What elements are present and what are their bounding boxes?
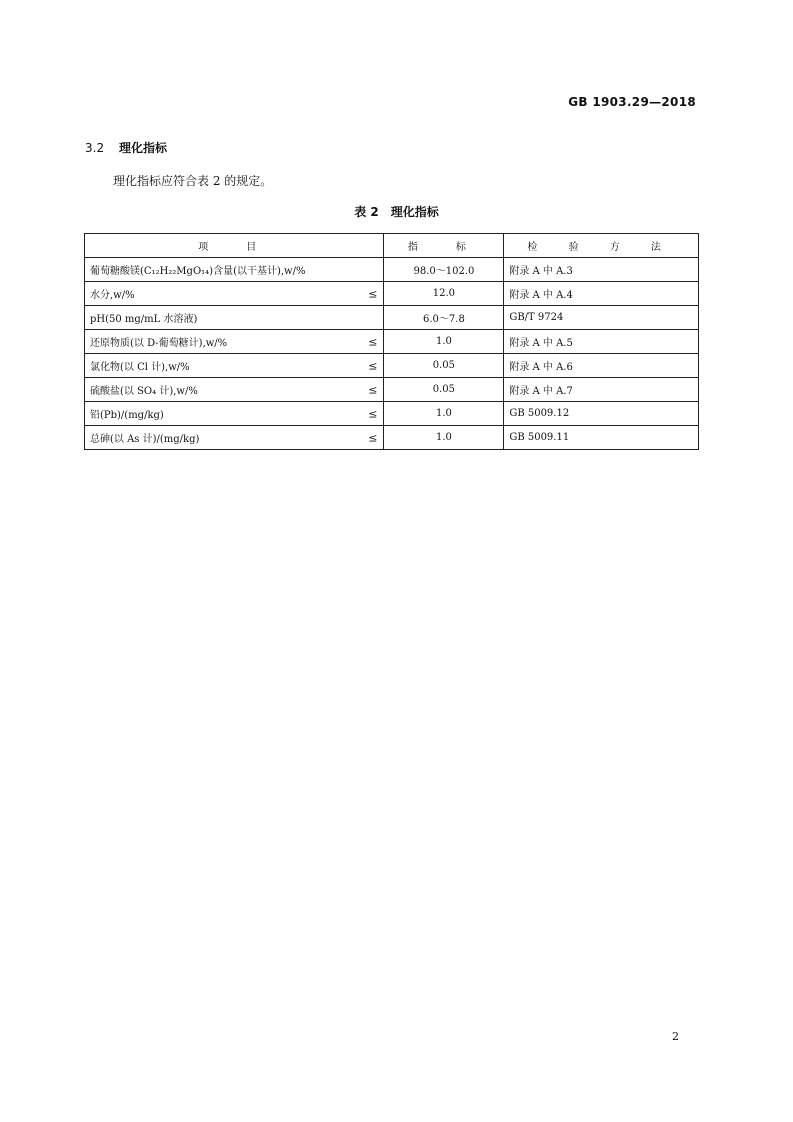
table-row [85,354,699,378]
item-label: 水分,w/% [90,290,135,301]
spec-table [84,233,699,450]
item-cell [85,354,384,378]
limit-cell: 0.05 [384,354,504,378]
limit-cell: 98.0～102.0 [384,258,504,282]
comparator: ≤ [368,335,378,348]
header-method: 检 验 方 法 [504,234,699,258]
limit-cell: 1.0 [384,330,504,354]
item-label: 总砷(以 As 计)/(mg/kg) [90,434,200,445]
table-row [85,378,699,402]
header-limit: 指 标 [384,234,504,258]
intro-paragraph: 理化指标应符合表 2 的规定。 [113,174,273,188]
table-caption [0,203,793,220]
item-cell [85,330,384,354]
limit-cell: 12.0 [384,282,504,306]
table-row [85,258,699,282]
item-cell [85,402,384,426]
comparator: ≤ [368,431,378,444]
method-cell: 附录 A 中 A.4 [504,282,699,306]
method-cell: 附录 A 中 A.6 [504,354,699,378]
item-cell [85,426,384,450]
item-cell [85,258,384,282]
table-caption-title: 理化指标 [390,205,439,219]
method-cell: GB 5009.12 [504,402,699,426]
comparator: ≤ [368,407,378,420]
standard-number: GB 1903.29—2018 [568,95,696,109]
table-caption-number: 表 2 [354,205,379,219]
limit-cell: 1.0 [384,402,504,426]
item-label: 还原物质(以 D-葡萄糖计),w/% [90,338,228,349]
item-label: 硫酸盐(以 SO₄ 计),w/% [90,386,198,397]
table-row [85,402,699,426]
method-cell: 附录 A 中 A.5 [504,330,699,354]
item-cell [85,282,384,306]
table-header-row [85,234,699,258]
method-cell: GB/T 9724 [504,306,699,330]
comparator: ≤ [368,383,378,396]
limit-cell: 0.05 [384,378,504,402]
limit-cell: 6.0～7.8 [384,306,504,330]
section-title: 理化指标 [119,141,168,155]
method-cell: 附录 A 中 A.3 [504,258,699,282]
item-cell [85,306,384,330]
item-cell [85,378,384,402]
page-number: 2 [672,1030,679,1043]
comparator: ≤ [368,359,378,372]
comparator: ≤ [368,287,378,300]
item-label: 氯化物(以 Cl 计),w/% [90,362,190,373]
item-label: 葡萄糖酸镁(C₁₂H₂₂MgO₁₄)含量(以干基计),w/% [90,266,306,277]
table-row [85,426,699,450]
table-row [85,330,699,354]
section-number: 3.2 [85,141,105,155]
limit-cell: 1.0 [384,426,504,450]
section-heading [85,139,167,156]
method-cell: 附录 A 中 A.7 [504,378,699,402]
item-label: pH(50 mg/mL 水溶液) [90,314,198,325]
item-label: 铅(Pb)/(mg/kg) [90,410,164,421]
method-cell: GB 5009.11 [504,426,699,450]
header-item: 项 目 [85,234,384,258]
table-row [85,282,699,306]
table-row [85,306,699,330]
